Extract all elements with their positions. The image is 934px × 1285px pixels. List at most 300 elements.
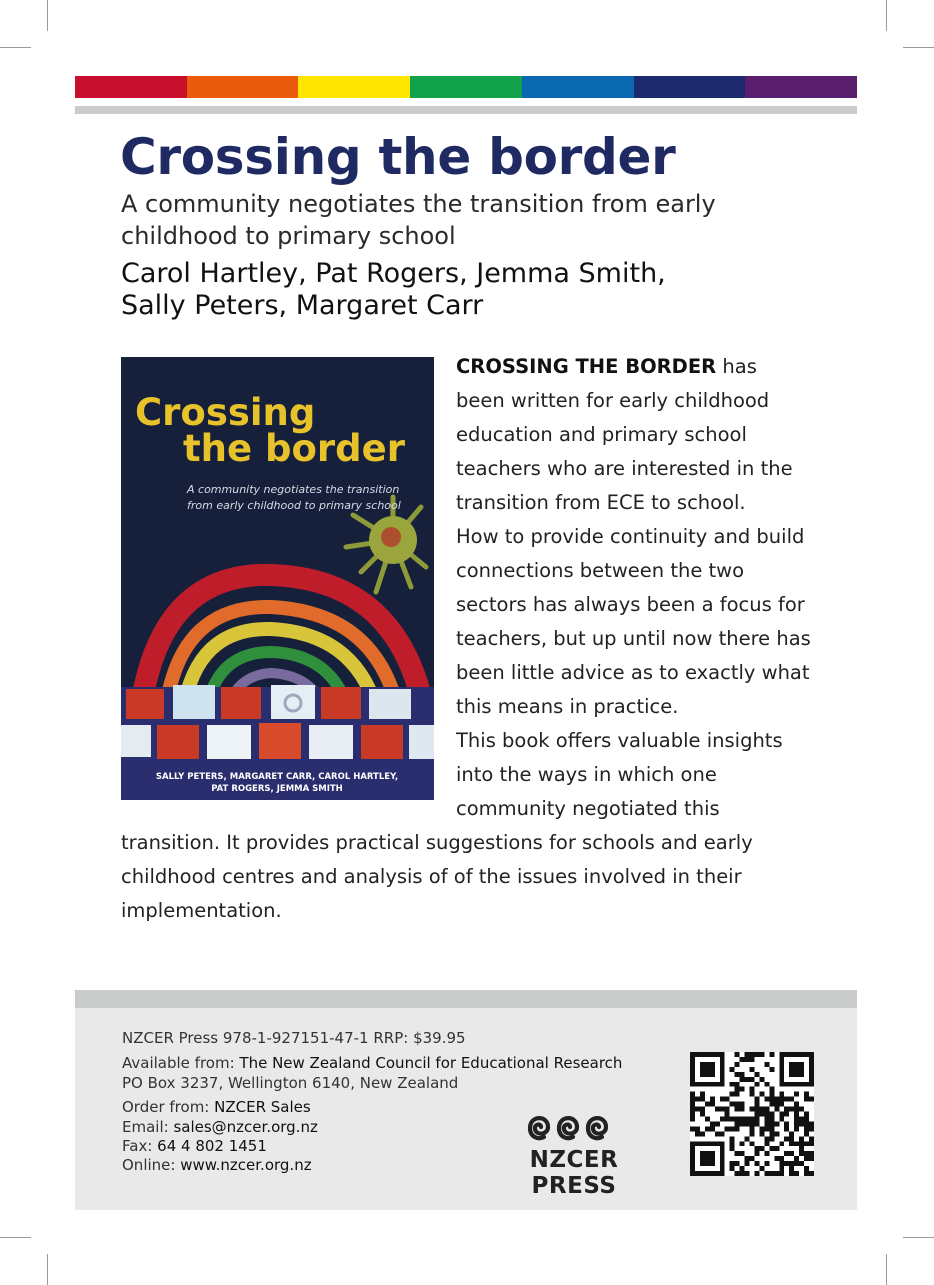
- email-line: [122, 1118, 318, 1137]
- qr-module: [779, 1052, 784, 1057]
- online-label: Online:: [122, 1156, 181, 1174]
- qr-module: [769, 1112, 774, 1117]
- qr-module: [690, 1057, 695, 1062]
- qr-module: [690, 1146, 695, 1151]
- qr-module: [750, 1052, 755, 1057]
- qr-module: [794, 1116, 799, 1121]
- qr-module: [809, 1121, 814, 1126]
- qr-module: [740, 1151, 745, 1156]
- order-value: NZCER Sales: [214, 1098, 311, 1116]
- author-line: Sally Peters, Margaret Carr: [121, 290, 484, 321]
- qr-module: [750, 1156, 755, 1161]
- qr-module: [789, 1151, 794, 1156]
- qr-module: [779, 1057, 784, 1062]
- crop-mark: [47, 0, 48, 31]
- qr-module: [764, 1161, 769, 1166]
- qr-module: [720, 1052, 725, 1057]
- qr-module: [779, 1062, 784, 1067]
- qr-module: [789, 1072, 794, 1077]
- qr-module: [774, 1121, 779, 1126]
- qr-module: [809, 1136, 814, 1141]
- qr-module: [789, 1082, 794, 1087]
- qr-module: [725, 1116, 730, 1121]
- qr-module: [715, 1052, 720, 1057]
- crop-mark: [886, 1254, 887, 1285]
- qr-module: [735, 1116, 740, 1121]
- qr-module: [779, 1161, 784, 1166]
- fax-value: 64 4 802 1451: [157, 1137, 267, 1155]
- stripe-segment: [745, 76, 857, 98]
- qr-module: [695, 1171, 700, 1176]
- online-line: [122, 1156, 312, 1175]
- qr-module: [695, 1131, 700, 1136]
- qr-module: [725, 1112, 730, 1117]
- qr-module: [750, 1131, 755, 1136]
- qr-module: [690, 1171, 695, 1176]
- qr-module: [730, 1126, 735, 1131]
- qr-module: [690, 1112, 695, 1117]
- qr-module: [720, 1131, 725, 1136]
- qr-module: [745, 1161, 750, 1166]
- qr-module: [779, 1092, 784, 1097]
- qr-module: [784, 1136, 789, 1141]
- qr-module: [745, 1121, 750, 1126]
- qr-module: [700, 1097, 705, 1102]
- qr-module: [769, 1102, 774, 1107]
- qr-module: [804, 1092, 809, 1097]
- qr-module: [720, 1057, 725, 1062]
- qr-module: [740, 1087, 745, 1092]
- qr-module: [774, 1171, 779, 1176]
- qr-module: [784, 1097, 789, 1102]
- qr-module: [784, 1151, 789, 1156]
- page-title: Crossing the border: [120, 128, 676, 186]
- qr-module: [695, 1052, 700, 1057]
- qr-module: [769, 1092, 774, 1097]
- qr-module: [799, 1161, 804, 1166]
- qr-module: [710, 1141, 715, 1146]
- qr-module: [774, 1146, 779, 1151]
- qr-module: [710, 1097, 715, 1102]
- qr-module: [700, 1062, 705, 1067]
- qr-module: [735, 1087, 740, 1092]
- qr-module: [690, 1082, 695, 1087]
- description-paragraph: This book offers valuable insights into the ways in which one community negotiated this transition. It provides practical suggestions for schools and early childhood centres and analysis of of the issues involved in their implementation.: [121, 729, 783, 922]
- qr-module: [690, 1126, 695, 1131]
- postal-address: PO Box 3237, Wellington 6140, New Zealand: [122, 1074, 459, 1092]
- qr-module: [735, 1062, 740, 1067]
- qr-module: [720, 1146, 725, 1151]
- qr-module: [750, 1092, 755, 1097]
- qr-module: [700, 1092, 705, 1097]
- qr-module: [804, 1156, 809, 1161]
- qr-module: [690, 1092, 695, 1097]
- qr-module: [754, 1082, 759, 1087]
- qr-module: [759, 1052, 764, 1057]
- qr-module: [690, 1067, 695, 1072]
- qr-module: [759, 1112, 764, 1117]
- qr-module: [754, 1116, 759, 1121]
- qr-module: [720, 1116, 725, 1121]
- qr-module: [710, 1062, 715, 1067]
- qr-module: [799, 1062, 804, 1067]
- qr-module: [710, 1052, 715, 1057]
- available-value: The New Zealand Council for Educational Research: [239, 1054, 623, 1072]
- qr-module: [750, 1116, 755, 1121]
- qr-module: [730, 1141, 735, 1146]
- qr-module: [804, 1116, 809, 1121]
- qr-module: [804, 1112, 809, 1117]
- qr-module: [759, 1166, 764, 1171]
- qr-module: [779, 1102, 784, 1107]
- cover-authors: SALLY PETERS, MARGARET CARR, CAROL HARTLEY,: [155, 772, 399, 782]
- qr-module: [769, 1087, 774, 1092]
- qr-module: [720, 1156, 725, 1161]
- qr-code-icon[interactable]: [690, 1052, 814, 1176]
- qr-module: [705, 1067, 710, 1072]
- qr-module: [740, 1102, 745, 1107]
- qr-module: [779, 1072, 784, 1077]
- qr-module: [759, 1146, 764, 1151]
- qr-module: [789, 1161, 794, 1166]
- qr-module: [799, 1116, 804, 1121]
- crop-mark: [0, 47, 31, 48]
- qr-module: [779, 1166, 784, 1171]
- available-from: [122, 1054, 622, 1073]
- qr-module: [764, 1121, 769, 1126]
- cover-tagline: from early childhood to primary school: [187, 499, 401, 512]
- qr-module: [789, 1067, 794, 1072]
- qr-module: [715, 1141, 720, 1146]
- qr-module: [745, 1116, 750, 1121]
- qr-module: [750, 1087, 755, 1092]
- qr-module: [720, 1077, 725, 1082]
- qr-module: [700, 1107, 705, 1112]
- qr-module: [740, 1171, 745, 1176]
- qr-module: [809, 1151, 814, 1156]
- stripe-segment: [634, 76, 746, 98]
- qr-module: [789, 1062, 794, 1067]
- qr-module: [769, 1126, 774, 1131]
- qr-module: [745, 1077, 750, 1082]
- qr-module: [794, 1112, 799, 1117]
- qr-module: [700, 1171, 705, 1176]
- qr-module: [799, 1151, 804, 1156]
- qr-module: [710, 1126, 715, 1131]
- fax-label: Fax:: [122, 1137, 158, 1155]
- qr-module: [774, 1131, 779, 1136]
- qr-module: [730, 1136, 735, 1141]
- qr-module: [740, 1116, 745, 1121]
- qr-module: [794, 1072, 799, 1077]
- qr-module: [735, 1072, 740, 1077]
- qr-module: [779, 1082, 784, 1087]
- qr-module: [754, 1151, 759, 1156]
- qr-module: [740, 1072, 745, 1077]
- qr-module: [735, 1092, 740, 1097]
- crop-mark: [886, 0, 887, 31]
- qr-module: [779, 1156, 784, 1161]
- qr-module: [774, 1107, 779, 1112]
- qr-module: [700, 1082, 705, 1087]
- qr-module: [769, 1097, 774, 1102]
- qr-module: [809, 1141, 814, 1146]
- qr-module: [794, 1067, 799, 1072]
- stripe-segment: [522, 76, 634, 98]
- qr-module: [735, 1082, 740, 1087]
- book-description: [121, 350, 811, 928]
- qr-module: [754, 1097, 759, 1102]
- qr-module: [759, 1077, 764, 1082]
- qr-module: [695, 1126, 700, 1131]
- qr-module: [740, 1166, 745, 1171]
- qr-module: [794, 1082, 799, 1087]
- qr-module: [774, 1097, 779, 1102]
- qr-module: [764, 1171, 769, 1176]
- qr-module: [799, 1141, 804, 1146]
- qr-module: [779, 1171, 784, 1176]
- qr-module: [764, 1151, 769, 1156]
- email-label: Email:: [122, 1118, 174, 1136]
- qr-module: [774, 1102, 779, 1107]
- qr-module: [690, 1116, 695, 1121]
- qr-module: [804, 1097, 809, 1102]
- qr-module: [789, 1136, 794, 1141]
- footer-divider: [75, 990, 857, 1008]
- qr-module: [769, 1146, 774, 1151]
- qr-module: [799, 1146, 804, 1151]
- qr-module: [799, 1136, 804, 1141]
- qr-module: [764, 1116, 769, 1121]
- qr-module: [809, 1077, 814, 1082]
- qr-module: [705, 1156, 710, 1161]
- crop-mark: [903, 47, 934, 48]
- qr-module: [764, 1107, 769, 1112]
- qr-module: [779, 1141, 784, 1146]
- qr-module: [690, 1166, 695, 1171]
- qr-module: [705, 1052, 710, 1057]
- qr-module: [690, 1062, 695, 1067]
- qr-module: [710, 1102, 715, 1107]
- qr-module: [730, 1116, 735, 1121]
- qr-module: [809, 1067, 814, 1072]
- qr-module: [730, 1166, 735, 1171]
- stripe-segment: [187, 76, 299, 98]
- qr-module: [720, 1161, 725, 1166]
- qr-module: [705, 1072, 710, 1077]
- qr-module: [710, 1156, 715, 1161]
- qr-module: [784, 1052, 789, 1057]
- qr-module: [720, 1067, 725, 1072]
- qr-module: [804, 1052, 809, 1057]
- qr-module: [750, 1126, 755, 1131]
- qr-module: [725, 1097, 730, 1102]
- qr-module: [754, 1052, 759, 1057]
- qr-module: [799, 1082, 804, 1087]
- qr-module: [730, 1092, 735, 1097]
- qr-module: [720, 1151, 725, 1156]
- qr-module: [745, 1052, 750, 1057]
- qr-module: [754, 1102, 759, 1107]
- qr-module: [690, 1102, 695, 1107]
- qr-module: [789, 1097, 794, 1102]
- author-list: [121, 258, 741, 322]
- qr-module: [769, 1171, 774, 1176]
- qr-module: [700, 1161, 705, 1166]
- qr-module: [769, 1121, 774, 1126]
- qr-module: [700, 1072, 705, 1077]
- cover-tagline: A community negotiates the transition: [187, 483, 400, 496]
- crop-mark: [0, 1237, 31, 1238]
- qr-module: [690, 1077, 695, 1082]
- stripe-segment: [298, 76, 410, 98]
- qr-module: [710, 1121, 715, 1126]
- qr-module: [789, 1166, 794, 1171]
- qr-module: [720, 1107, 725, 1112]
- qr-module: [705, 1062, 710, 1067]
- qr-module: [809, 1052, 814, 1057]
- qr-module: [720, 1062, 725, 1067]
- qr-module: [750, 1121, 755, 1126]
- order-label: Order from:: [122, 1098, 215, 1116]
- author-line: Carol Hartley, Pat Rogers, Jemma Smith,: [121, 258, 666, 289]
- qr-module: [735, 1126, 740, 1131]
- cover-title-line: Crossing: [135, 391, 316, 434]
- qr-module: [804, 1131, 809, 1136]
- rainbow-stripe: [75, 76, 857, 98]
- qr-module: [759, 1092, 764, 1097]
- qr-module: [735, 1171, 740, 1176]
- qr-module: [759, 1131, 764, 1136]
- qr-module: [715, 1082, 720, 1087]
- qr-module: [809, 1072, 814, 1077]
- qr-module: [690, 1097, 695, 1102]
- qr-module: [799, 1052, 804, 1057]
- qr-module: [725, 1126, 730, 1131]
- qr-module: [750, 1141, 755, 1146]
- email-link[interactable]: sales@nzcer.org.nz: [173, 1118, 318, 1136]
- qr-module: [705, 1126, 710, 1131]
- available-label: Available from:: [122, 1054, 240, 1072]
- qr-module: [759, 1107, 764, 1112]
- description-paragraph: How to provide continuity and build connections between the two sectors has always been a focus for teachers, but up until now there has been little advice as to exactly what this means in practice.: [456, 525, 811, 718]
- qr-module: [794, 1126, 799, 1131]
- qr-module: [754, 1072, 759, 1077]
- qr-module: [764, 1112, 769, 1117]
- qr-module: [769, 1116, 774, 1121]
- nzcer-logo-text: NZCER PRESS: [529, 1147, 619, 1199]
- qr-module: [809, 1057, 814, 1062]
- qr-module: [710, 1082, 715, 1087]
- qr-module: [700, 1131, 705, 1136]
- qr-module: [754, 1171, 759, 1176]
- website-link[interactable]: www.nzcer.org.nz: [180, 1156, 312, 1174]
- qr-module: [690, 1161, 695, 1166]
- qr-module: [784, 1107, 789, 1112]
- qr-module: [695, 1107, 700, 1112]
- qr-module: [809, 1171, 814, 1176]
- qr-module: [720, 1097, 725, 1102]
- qr-module: [794, 1161, 799, 1166]
- qr-module: [695, 1097, 700, 1102]
- qr-module: [769, 1052, 774, 1057]
- qr-module: [789, 1171, 794, 1176]
- qr-module: [804, 1171, 809, 1176]
- qr-module: [740, 1057, 745, 1062]
- qr-module: [789, 1052, 794, 1057]
- qr-module: [794, 1107, 799, 1112]
- qr-module: [804, 1082, 809, 1087]
- qr-module: [690, 1151, 695, 1156]
- qr-module: [774, 1156, 779, 1161]
- qr-module: [735, 1121, 740, 1126]
- qr-module: [715, 1121, 720, 1126]
- description-lead: CROSSING THE BORDER: [456, 355, 717, 378]
- qr-module: [794, 1092, 799, 1097]
- qr-module: [754, 1146, 759, 1151]
- qr-module: [764, 1097, 769, 1102]
- qr-module: [690, 1107, 695, 1112]
- qr-module: [804, 1151, 809, 1156]
- qr-module: [710, 1171, 715, 1176]
- qr-module: [794, 1052, 799, 1057]
- qr-module: [779, 1077, 784, 1082]
- qr-module: [804, 1126, 809, 1131]
- qr-module: [695, 1082, 700, 1087]
- qr-module: [804, 1141, 809, 1146]
- qr-module: [784, 1161, 789, 1166]
- qr-module: [690, 1156, 695, 1161]
- qr-module: [804, 1121, 809, 1126]
- stripe-segment: [410, 76, 522, 98]
- qr-module: [764, 1136, 769, 1141]
- qr-module: [809, 1126, 814, 1131]
- qr-module: [720, 1082, 725, 1087]
- qr-module: [754, 1161, 759, 1166]
- qr-module: [750, 1067, 755, 1072]
- qr-module: [705, 1161, 710, 1166]
- qr-module: [720, 1072, 725, 1077]
- qr-module: [705, 1102, 710, 1107]
- crop-mark: [47, 1254, 48, 1285]
- qr-module: [715, 1171, 720, 1176]
- qr-module: [745, 1136, 750, 1141]
- qr-module: [735, 1102, 740, 1107]
- qr-module: [779, 1097, 784, 1102]
- qr-module: [809, 1062, 814, 1067]
- qr-module: [715, 1131, 720, 1136]
- qr-module: [730, 1067, 735, 1072]
- qr-module: [725, 1107, 730, 1112]
- qr-module: [690, 1141, 695, 1146]
- qr-module: [764, 1126, 769, 1131]
- qr-module: [745, 1171, 750, 1176]
- qr-module: [705, 1141, 710, 1146]
- fax-line: [122, 1137, 267, 1156]
- qr-module: [705, 1082, 710, 1087]
- qr-module: [764, 1062, 769, 1067]
- qr-module: [750, 1077, 755, 1082]
- qr-module: [764, 1141, 769, 1146]
- qr-module: [740, 1077, 745, 1082]
- qr-module: [705, 1171, 710, 1176]
- qr-module: [769, 1131, 774, 1136]
- qr-module: [769, 1067, 774, 1072]
- qr-module: [784, 1126, 789, 1131]
- qr-module: [809, 1097, 814, 1102]
- qr-module: [794, 1141, 799, 1146]
- cover-title-line: the border: [183, 427, 405, 470]
